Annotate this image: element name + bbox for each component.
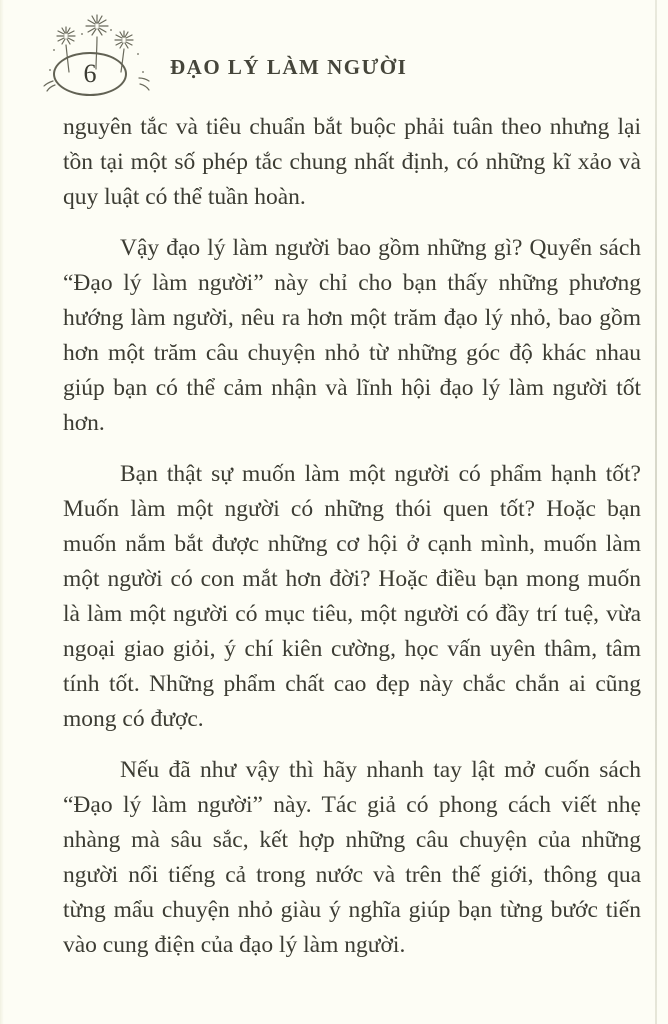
page-left-tint <box>0 0 4 1024</box>
page-number-badge <box>40 12 154 96</box>
page-scan-edge <box>655 0 657 1024</box>
page-body <box>63 110 641 979</box>
page-number-oval <box>53 52 127 96</box>
paragraph: nguyên tắc và tiêu chuẩn bắt buộc phải tuân theo nhưng lại tồn tại một số phép tắc chung nhất định, có những kĩ xảo và quy luật có thể tuần hoàn. <box>63 114 641 210</box>
paragraph: Bạn thật sự muốn làm một người có phẩm hạnh tốt? Muốn làm một người có những thói quen tốt? Hoặc bạn muốn nắm bắt được những cơ hội ở cạnh mình, muốn làm một người có con mắt hơn đời? Hoặc điều bạn mong muốn là làm một người có mục tiêu, một người có đầy trí tuệ, vừa ngoại giao giỏi, ý chí kiên cường, học vấn uyên thâm, tâm tính tốt. Những phẩm chất cao đẹp này chắc chắn ai cũng mong có được. <box>63 461 641 732</box>
chapter-header-title: ĐẠO LÝ LÀM NGƯỜI <box>170 55 408 79</box>
page-header <box>40 12 407 96</box>
paragraph: Vậy đạo lý làm người bao gồm những gì? Quyển sách “Đạo lý làm người” này chỉ cho bạn thấy những phương hướng làm người, nêu ra hơn một trăm đạo lý nhỏ, bao gồm hơn một trăm câu chuyện nhỏ từ những góc độ khác nhau giúp bạn có thể cảm nhận và lĩnh hội đạo lý làm người tốt hơn. <box>63 235 641 436</box>
page-number: 6 <box>83 59 97 88</box>
paragraph: Nếu đã như vậy thì hãy nhanh tay lật mở cuốn sách “Đạo lý làm người” này. Tác giả có phong cách viết nhẹ nhàng mà sâu sắc, kết hợp những câu chuyện của những người nổi tiếng cả trong nước và trên thế giới, thông qua từng mẩu chuyện nhỏ giàu ý nghĩa giúp bạn từng bước tiến vào cung điện của đạo lý làm người. <box>63 757 641 958</box>
